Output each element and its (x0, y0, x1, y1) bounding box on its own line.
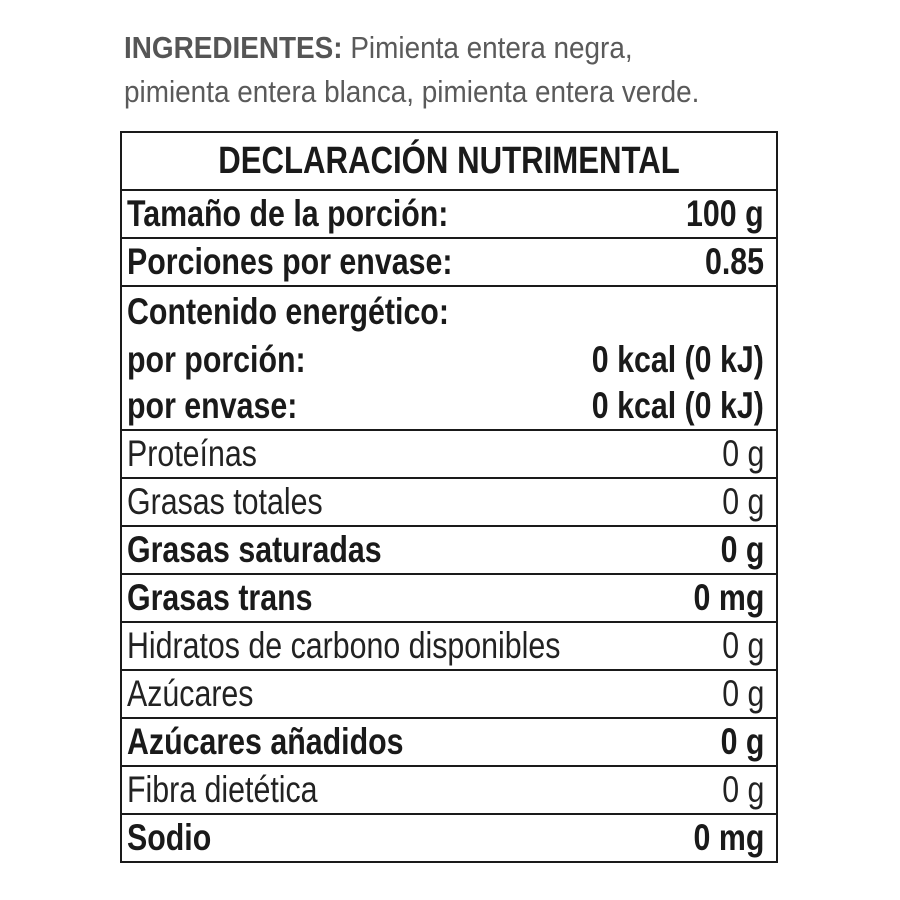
ingredients-list-part-2: pimienta entera blanca, pimienta entera verde. (124, 74, 700, 109)
energy-per-serving-value: 0 kcal (0 kJ) (591, 339, 764, 380)
ingredients-line-1 (124, 26, 754, 70)
table-row-saturated-fat (122, 525, 776, 573)
ingredients-list-part-1: Pimienta entera negra, (342, 30, 633, 65)
nutrient-label: Azúcares añadidos (127, 721, 404, 762)
nutrient-label: Fibra dietética (127, 769, 318, 810)
nutrient-label: Grasas trans (127, 577, 313, 618)
servings-per-container-label: Porciones por envase: (127, 241, 453, 282)
energy-content-row (122, 285, 776, 429)
nutrient-label: Sodio (127, 817, 212, 858)
table-title-row (122, 133, 776, 189)
table-row-carbohydrates (122, 621, 776, 669)
nutrient-value: 0 g (721, 481, 764, 522)
table-row-sugars (122, 669, 776, 717)
nutrient-value: 0 mg (693, 817, 764, 858)
nutrient-label: Grasas saturadas (127, 529, 382, 570)
nutrient-label: Hidratos de carbono disponibles (127, 625, 561, 666)
ingredients-text (124, 26, 754, 114)
table-row-total-fat (122, 477, 776, 525)
servings-per-container-row (122, 237, 776, 285)
table-row-added-sugars (122, 717, 776, 765)
energy-per-serving-label: por porción: (127, 339, 306, 380)
nutrient-value: 0 g (721, 673, 764, 714)
servings-per-container-value: 0.85 (704, 241, 764, 282)
nutrient-value: 0 g (721, 433, 764, 474)
serving-size-row (122, 189, 776, 237)
nutrition-facts-table (120, 131, 778, 863)
nutrient-value: 0 g (720, 529, 764, 570)
nutrient-label: Grasas totales (127, 481, 323, 522)
table-title: DECLARACIÓN NUTRIMENTAL (218, 140, 680, 182)
energy-content-label: Contenido energético: (127, 291, 449, 332)
table-row-dietary-fiber (122, 765, 776, 813)
serving-size-label: Tamaño de la porción: (127, 193, 449, 234)
energy-per-container-value: 0 kcal (0 kJ) (591, 385, 764, 426)
nutrient-value: 0 g (721, 625, 764, 666)
serving-size-value: 100 g (686, 193, 764, 234)
nutrient-value: 0 mg (693, 577, 764, 618)
table-row-trans-fat (122, 573, 776, 621)
nutrient-label: Proteínas (127, 433, 257, 474)
table-row-protein (122, 429, 776, 477)
table-row-sodium (122, 813, 776, 861)
energy-per-container-label: por envase: (127, 385, 298, 426)
nutrient-value: 0 g (721, 769, 764, 810)
nutrient-label: Azúcares (127, 673, 254, 714)
nutrient-value: 0 g (720, 721, 764, 762)
ingredients-label: INGREDIENTES: (124, 30, 343, 65)
